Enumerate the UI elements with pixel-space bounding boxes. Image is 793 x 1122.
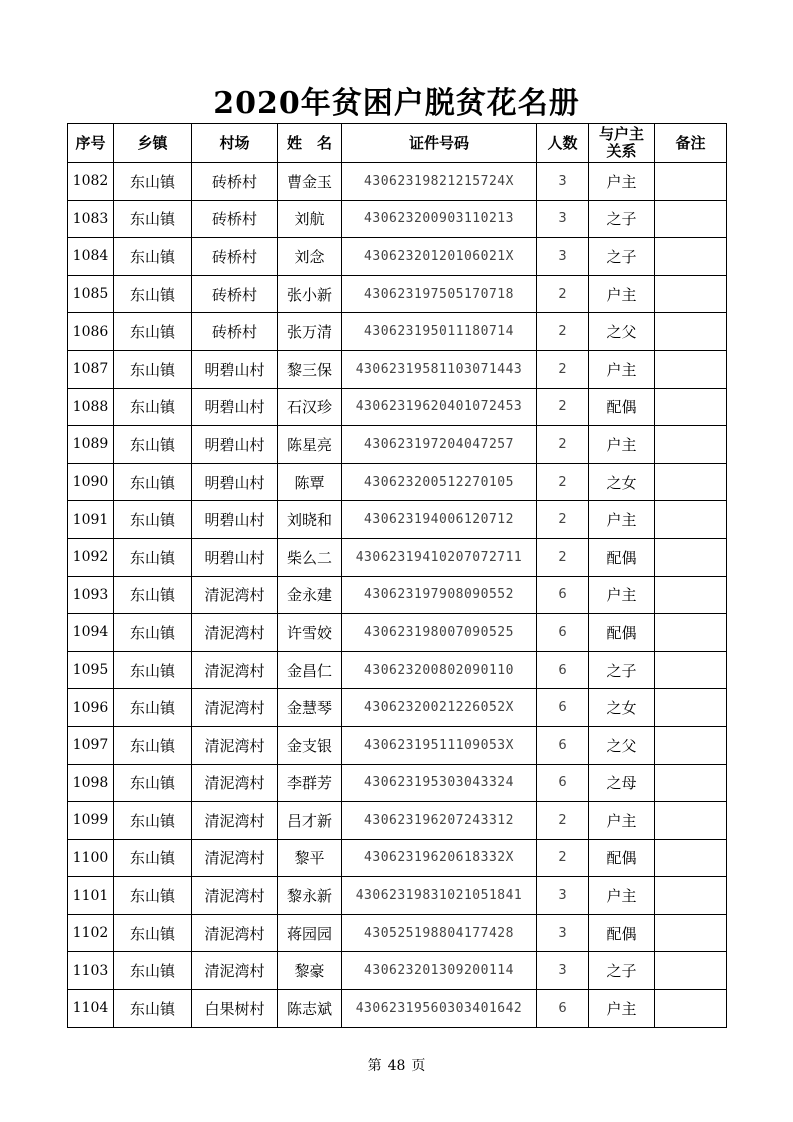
cell-remark [655, 914, 727, 952]
cell-relation: 户主 [589, 877, 655, 915]
table-row [68, 388, 727, 426]
cell-count: 2 [537, 388, 589, 426]
cell-relation: 户主 [589, 990, 655, 1028]
table-row [68, 350, 727, 388]
cell-count: 6 [537, 764, 589, 802]
cell-village: 明碧山村 [192, 388, 278, 426]
cell-relation: 配偶 [589, 839, 655, 877]
cell-village: 清泥湾村 [192, 764, 278, 802]
table-row [68, 313, 727, 351]
table-row [68, 689, 727, 727]
cell-count: 3 [537, 914, 589, 952]
cell-seq: 1101 [68, 877, 114, 915]
header-town: 乡镇 [114, 124, 192, 163]
cell-relation: 户主 [589, 275, 655, 313]
cell-remark [655, 614, 727, 652]
cell-relation: 之子 [589, 200, 655, 238]
cell-id-number: 430623196207243312 [342, 802, 537, 840]
cell-remark [655, 689, 727, 727]
cell-name: 曹金玉 [278, 163, 342, 201]
cell-town: 东山镇 [114, 990, 192, 1028]
header-relation [589, 124, 655, 163]
cell-seq: 1086 [68, 313, 114, 351]
table-row [68, 651, 727, 689]
cell-name: 陈星亮 [278, 426, 342, 464]
cell-village: 砖桥村 [192, 313, 278, 351]
header-name: 姓 名 [278, 124, 342, 163]
cell-seq: 1091 [68, 501, 114, 539]
cell-village: 砖桥村 [192, 238, 278, 276]
table-row [68, 463, 727, 501]
table-row [68, 990, 727, 1028]
cell-relation: 之女 [589, 463, 655, 501]
cell-name: 张小新 [278, 275, 342, 313]
cell-relation: 户主 [589, 576, 655, 614]
cell-relation: 之母 [589, 764, 655, 802]
cell-remark [655, 163, 727, 201]
table-row [68, 275, 727, 313]
cell-relation: 户主 [589, 350, 655, 388]
cell-id-number: 430623200802090110 [342, 651, 537, 689]
table-row [68, 538, 727, 576]
cell-remark [655, 313, 727, 351]
cell-name: 金支银 [278, 726, 342, 764]
cell-village: 明碧山村 [192, 538, 278, 576]
table-row [68, 952, 727, 990]
cell-seq: 1093 [68, 576, 114, 614]
cell-seq: 1088 [68, 388, 114, 426]
cell-village: 清泥湾村 [192, 614, 278, 652]
cell-remark [655, 200, 727, 238]
cell-seq: 1085 [68, 275, 114, 313]
cell-name: 黎三保 [278, 350, 342, 388]
cell-relation: 配偶 [589, 614, 655, 652]
cell-remark [655, 839, 727, 877]
cell-town: 东山镇 [114, 538, 192, 576]
table-row [68, 877, 727, 915]
cell-id-number: 430623197908090552 [342, 576, 537, 614]
table-row [68, 501, 727, 539]
cell-id-number: 43062320021226052X [342, 689, 537, 727]
roster-table [67, 123, 727, 1028]
cell-count: 3 [537, 163, 589, 201]
cell-town: 东山镇 [114, 651, 192, 689]
cell-seq: 1083 [68, 200, 114, 238]
cell-count: 3 [537, 238, 589, 276]
header-seq: 序号 [68, 124, 114, 163]
cell-remark [655, 350, 727, 388]
cell-count: 6 [537, 990, 589, 1028]
cell-count: 2 [537, 350, 589, 388]
cell-id-number: 430623197505170718 [342, 275, 537, 313]
cell-name: 黎永新 [278, 877, 342, 915]
cell-count: 2 [537, 426, 589, 464]
cell-relation: 户主 [589, 426, 655, 464]
cell-village: 清泥湾村 [192, 576, 278, 614]
cell-village: 清泥湾村 [192, 914, 278, 952]
header-village: 村场 [192, 124, 278, 163]
cell-town: 东山镇 [114, 200, 192, 238]
cell-seq: 1084 [68, 238, 114, 276]
cell-village: 清泥湾村 [192, 726, 278, 764]
cell-town: 东山镇 [114, 426, 192, 464]
cell-id-number: 430623195011180714 [342, 313, 537, 351]
table-row [68, 163, 727, 201]
cell-village: 清泥湾村 [192, 689, 278, 727]
cell-seq: 1103 [68, 952, 114, 990]
cell-seq: 1097 [68, 726, 114, 764]
cell-town: 东山镇 [114, 689, 192, 727]
cell-village: 清泥湾村 [192, 839, 278, 877]
table-row [68, 802, 727, 840]
cell-count: 6 [537, 689, 589, 727]
page-title: 2020年贫困户脱贫花名册 [213, 86, 580, 121]
cell-id-number: 430623194006120712 [342, 501, 537, 539]
cell-relation: 之子 [589, 952, 655, 990]
cell-town: 东山镇 [114, 802, 192, 840]
cell-seq: 1099 [68, 802, 114, 840]
cell-town: 东山镇 [114, 764, 192, 802]
header-count: 人数 [537, 124, 589, 163]
cell-seq: 1104 [68, 990, 114, 1028]
cell-remark [655, 576, 727, 614]
table-row [68, 614, 727, 652]
cell-relation: 之子 [589, 651, 655, 689]
cell-name: 李群芳 [278, 764, 342, 802]
header-id: 证件号码 [342, 124, 537, 163]
cell-seq: 1098 [68, 764, 114, 802]
cell-count: 2 [537, 501, 589, 539]
table-header-row [68, 124, 727, 163]
cell-count: 2 [537, 275, 589, 313]
cell-name: 黎平 [278, 839, 342, 877]
cell-id-number: 43062319410207072711 [342, 538, 537, 576]
cell-count: 2 [537, 839, 589, 877]
cell-id-number: 43062320120106021X [342, 238, 537, 276]
cell-count: 2 [537, 313, 589, 351]
cell-id-number: 430623197204047257 [342, 426, 537, 464]
cell-count: 2 [537, 538, 589, 576]
cell-village: 明碧山村 [192, 426, 278, 464]
cell-town: 东山镇 [114, 839, 192, 877]
cell-id-number: 430623198007090525 [342, 614, 537, 652]
cell-town: 东山镇 [114, 952, 192, 990]
cell-count: 6 [537, 576, 589, 614]
cell-remark [655, 538, 727, 576]
cell-id-number: 43062319620618332X [342, 839, 537, 877]
table-row [68, 914, 727, 952]
cell-town: 东山镇 [114, 614, 192, 652]
cell-village: 砖桥村 [192, 200, 278, 238]
table-row [68, 426, 727, 464]
cell-count: 2 [537, 802, 589, 840]
cell-seq: 1096 [68, 689, 114, 727]
cell-id-number: 43062319560303401642 [342, 990, 537, 1028]
cell-remark [655, 463, 727, 501]
table-row [68, 764, 727, 802]
cell-relation: 之父 [589, 313, 655, 351]
cell-relation: 配偶 [589, 914, 655, 952]
cell-id-number: 43062319620401072453 [342, 388, 537, 426]
cell-name: 金昌仁 [278, 651, 342, 689]
cell-town: 东山镇 [114, 576, 192, 614]
cell-village: 清泥湾村 [192, 952, 278, 990]
cell-town: 东山镇 [114, 238, 192, 276]
header-remark: 备注 [655, 124, 727, 163]
cell-relation: 之女 [589, 689, 655, 727]
table-row [68, 200, 727, 238]
cell-name: 刘航 [278, 200, 342, 238]
cell-seq: 1100 [68, 839, 114, 877]
table-row [68, 576, 727, 614]
cell-id-number: 430525198804177428 [342, 914, 537, 952]
cell-count: 3 [537, 200, 589, 238]
cell-name: 金慧琴 [278, 689, 342, 727]
cell-count: 6 [537, 614, 589, 652]
cell-town: 东山镇 [114, 877, 192, 915]
cell-town: 东山镇 [114, 313, 192, 351]
cell-town: 东山镇 [114, 275, 192, 313]
cell-id-number: 43062319511109053X [342, 726, 537, 764]
cell-village: 白果树村 [192, 990, 278, 1028]
cell-remark [655, 877, 727, 915]
cell-town: 东山镇 [114, 914, 192, 952]
cell-relation: 之子 [589, 238, 655, 276]
header-relation-line1: 与户主 [598, 125, 644, 143]
table-row [68, 839, 727, 877]
cell-name: 张万清 [278, 313, 342, 351]
cell-id-number: 43062319821215724X [342, 163, 537, 201]
cell-count: 6 [537, 651, 589, 689]
cell-count: 3 [537, 952, 589, 990]
cell-village: 明碧山村 [192, 501, 278, 539]
page-footer [0, 1055, 793, 1075]
cell-relation: 配偶 [589, 388, 655, 426]
header-relation-line2: 关系 [606, 142, 637, 160]
cell-town: 东山镇 [114, 163, 192, 201]
cell-id-number: 430623195303043324 [342, 764, 537, 802]
cell-seq: 1090 [68, 463, 114, 501]
cell-village: 清泥湾村 [192, 802, 278, 840]
cell-remark [655, 501, 727, 539]
cell-seq: 1095 [68, 651, 114, 689]
cell-name: 陈志斌 [278, 990, 342, 1028]
cell-town: 东山镇 [114, 463, 192, 501]
cell-name: 陈覃 [278, 463, 342, 501]
cell-village: 清泥湾村 [192, 651, 278, 689]
cell-name: 黎豪 [278, 952, 342, 990]
cell-village: 清泥湾村 [192, 877, 278, 915]
cell-name: 刘念 [278, 238, 342, 276]
cell-seq: 1094 [68, 614, 114, 652]
cell-remark [655, 238, 727, 276]
cell-relation: 户主 [589, 501, 655, 539]
cell-seq: 1102 [68, 914, 114, 952]
page-number: 48 [387, 1058, 406, 1074]
cell-name: 吕才新 [278, 802, 342, 840]
cell-town: 东山镇 [114, 501, 192, 539]
cell-seq: 1082 [68, 163, 114, 201]
cell-id-number: 43062319831021051841 [342, 877, 537, 915]
cell-id-number: 43062319581103071443 [342, 350, 537, 388]
cell-name: 金永建 [278, 576, 342, 614]
cell-relation: 户主 [589, 163, 655, 201]
cell-name: 柴么二 [278, 538, 342, 576]
cell-id-number: 430623200903110213 [342, 200, 537, 238]
cell-village: 砖桥村 [192, 163, 278, 201]
cell-remark [655, 651, 727, 689]
cell-remark [655, 726, 727, 764]
cell-name: 蒋园园 [278, 914, 342, 952]
cell-relation: 配偶 [589, 538, 655, 576]
cell-relation: 之父 [589, 726, 655, 764]
cell-village: 砖桥村 [192, 275, 278, 313]
table-row [68, 726, 727, 764]
table-row [68, 238, 727, 276]
cell-count: 2 [537, 463, 589, 501]
cell-seq: 1087 [68, 350, 114, 388]
cell-name: 刘晓和 [278, 501, 342, 539]
cell-seq: 1089 [68, 426, 114, 464]
cell-relation: 户主 [589, 802, 655, 840]
cell-remark [655, 990, 727, 1028]
cell-seq: 1092 [68, 538, 114, 576]
cell-id-number: 430623200512270105 [342, 463, 537, 501]
cell-count: 3 [537, 877, 589, 915]
cell-remark [655, 952, 727, 990]
cell-remark [655, 802, 727, 840]
cell-count: 6 [537, 726, 589, 764]
cell-id-number: 430623201309200114 [342, 952, 537, 990]
cell-name: 石汉珍 [278, 388, 342, 426]
cell-village: 明碧山村 [192, 463, 278, 501]
cell-town: 东山镇 [114, 388, 192, 426]
footer-suffix: 页 [411, 1058, 426, 1074]
footer-prefix: 第 [367, 1058, 382, 1074]
cell-village: 明碧山村 [192, 350, 278, 388]
cell-remark [655, 764, 727, 802]
cell-remark [655, 275, 727, 313]
cell-town: 东山镇 [114, 350, 192, 388]
cell-name: 许雪姣 [278, 614, 342, 652]
cell-remark [655, 426, 727, 464]
cell-town: 东山镇 [114, 726, 192, 764]
table-body [68, 163, 727, 1028]
cell-remark [655, 388, 727, 426]
